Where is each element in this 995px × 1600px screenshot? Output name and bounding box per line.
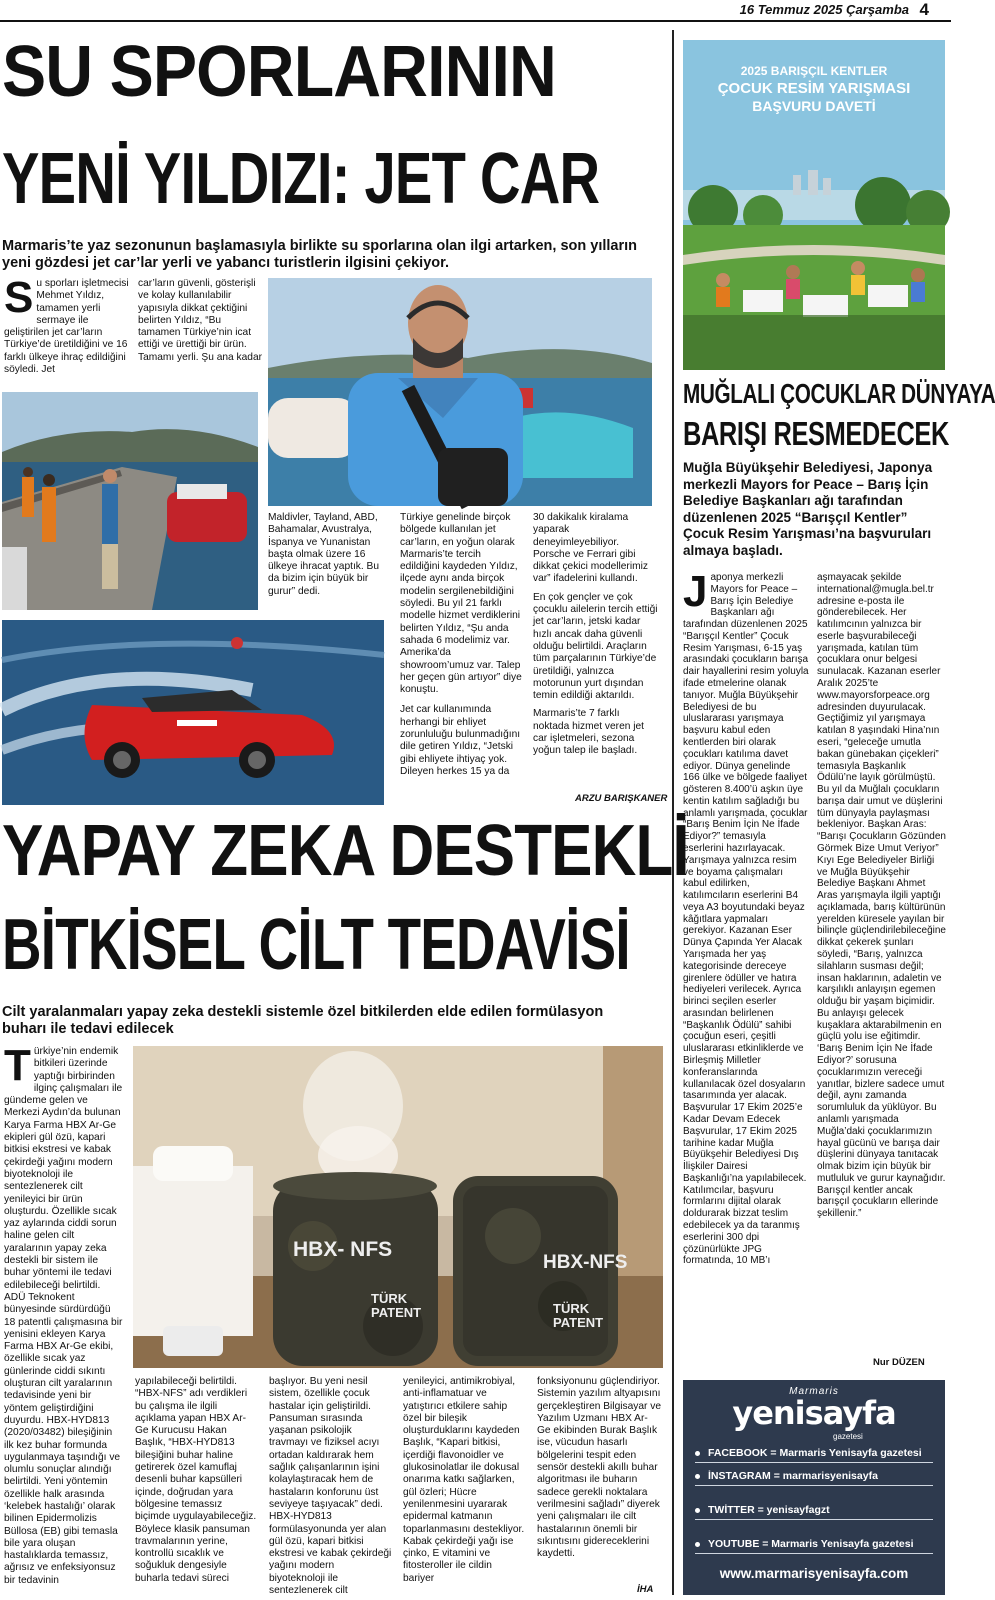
ad-title-line2: ÇOCUK RESİM YARIŞMASI [717,80,911,97]
article3-byline: Nur DÜZEN [873,1357,925,1368]
device-label-left: HBX- NFS [293,1238,393,1261]
article2-headline-line1: YAPAY ZEKA DESTEKLİ [2,811,689,891]
article2-col2: yapılabileceği belirtildi. “HBX-NFS” adı verdikleri bu çalışma ile ilgili açıklama yapan HBX Ar-Ge Kurucusu Hakan Başlık, “HBX-HYD813 bileşiğini buhar haline getirerek özel kamuflaj desenli buhar kapsülleri içinde, doğrudan yara bölgesine temassız biçimde uygulayabileceğiz. Böylece klasik pansuman travmalarının yerine, kontrollü sıcaklık ve soğukluk dengesiyle buharla tedavi süreci [135,1376,257,1584]
bullet-icon [695,1451,700,1456]
facebook-link[interactable]: FACEBOOK = Marmaris Yenisayfa gazetesi [695,1447,933,1463]
bullet-icon [695,1542,700,1547]
article1-byline: ARZU BARIŞKANER [575,793,668,804]
article1-lead: Marmaris’te yaz sezonunun başlamasıyla birlikte su sporlarına olan ilgi artarken, son yılların yeni gözdesi jet car’lar yerli ve yabancı turistlerin ilgisini çekiyor. [2,238,637,271]
logo-city: Marmaris [789,1386,839,1397]
bullet-icon [695,1508,700,1513]
businessman-photo [268,278,652,506]
article2-headline-line2: BİTKİSEL CİLT TEDAVİSİ [2,905,630,985]
ad-title-line3: BAŞVURU DAVETİ [752,98,876,114]
article1-col1: S u sporları işletmecisi Mehmet Yıldız, tamamen yerli sermaye ile geliştirilen jet car’ların Türkiye’de üretildiğini ve 16 farklı ülkeye ihraç edildiğini söyledi. Jet [4,273,129,376]
article2-col5: fonksiyonunu güçlendiriyor. Sistemin yazılım altyapısını gerçekleştiren Bilgisayar ve Yazılım Uzmanı HBX Ar-Ge ekibinden Burak Başlık ise, vücudun hasarlı bölgelerini tespit eden sensör destekli akıllı buhar algoritması ile buharın sadece gerekli noktalara verilmesini sağladı” diyerek yeni çalışmaları ile cilt hastalarının önemli bir sıkıntısını gidereceklerini kaydetti. [537,1376,662,1560]
newspaper-social-box [683,1380,945,1595]
issue-date: 16 Temmuz 2025 Çarşamba [739,2,909,17]
dropcap: T [4,1041,31,1090]
article1-col3: Maldivler, Tayland, ABD, Bahamalar, Avustralya, İspanya ve Yunanistan başta olmak üzere 16 ülkeye ihracat yaptık. Bu da bizim için büyük bir gurur” dedi. [268,512,379,597]
article1-headline-line1: SU SPORLARININ [2,32,556,112]
jet-car-pier-photo [2,392,258,610]
drawing-contest-ad [683,40,945,370]
instagram-link[interactable]: İNSTAGRAM = marmarisyenisayfa [695,1470,933,1486]
article3-headline-line2: BARIŞI RESMEDECEK [683,415,949,452]
youtube-link[interactable]: YOUTUBE = Marmaris Yenisayfa gazetesi [695,1538,933,1554]
article1-col2: car’ların güvenli, gösterişli ve kolay kullanılabilir yapısıyla dikkat çektiğini belirten Yıldız, “Bu tamamen Türkiye’nin icat ettiği ve ürettiği bir ürün. Tamamı yerli. Şu ana kadar [138,278,262,363]
red-jet-car-photo [2,620,384,805]
dropcap: J [683,567,708,616]
hbx-nfs-device-photo [133,1046,663,1368]
page-header [0,0,951,22]
article3-col1: J aponya merkezli Mayors for Peace – Barış İçin Belediye Başkanları ağı tarafından düzenlenen 2025 “Barışçıl Kentler” Çocuk Resim Yarışması, 6-15 yaş arasındaki çocukların barışa dair hayallerini resim yoluyla ifade etmelerine olanak tanıyor. Muğla Büyükşehir Belediyesi de bu uluslararası yarışmaya başvuru kabul eden kentlerden biri olarak çocukları katılıma davet ediyor. Dünya genelinde 166 ülke ve bölgede faaliyet gösteren 8.400’ü aşkın üye kentin katılım sağladığı bu anlamlı yarışmada, çocuklar “Barış Benim İçin Ne İfade Ediyor?” temasıyla eserlerini hazırlayacak. Yarışmaya yalnızca resim ve boyama çalışmaları kabul edilirken, katılımcıların eserlerini B4 veya A3 boyutundaki beyaz kâğıtlara yapmaları gerekiyor. Kazanan Eser Dünya Çapında Yer Alacak Yarışmada her yaş kategorisinde dereceye girenlere ödüller ve hatıra hediyeleri verilecek. Ayrıca birinci seçilen eserler arasından belirlenen “Başkanlık Ödülü” sahibi çocuğun eseri, çeşitli uluslararası etkinliklerde ve Birleşmiş Milletler konferanslarında kullanılacak özel dosyaların tasarımında yer alacak. Başvurular 17 Ekim 2025’e Kadar Devam Edecek Başvurular, 17 Ekim 2025 tarihine kadar Muğla Büyükşehir Belediyesi Dış İlişkiler Dairesi Başkanlığı’na yapılabilecek. Katılımcılar, başvuru formlarını dijital olarak doldurarak bizzat teslim edebilecek ya da taranmış eserlerini 300 dpi çözünürlükte JPG formatında, 10 MB’ı [683,567,809,1267]
article2-col4: yenileyici, antimikrobiyal, anti-inflamatuar ve yatıştırıcı etkilere sahip özel bir bileşik oluşturduklarını kaydeden Başlık, “Kapari bitkisi, içerdiği flavonoidler ve glukosinolatlar ile dokusal onarıma katkı sağlarken, gül özleri; Hücre yenilenmesini uyararak epidermal katmanın toparlanmasını destekliyor. Kabak çekirdeği yağı ise çinko, E vitamini ve fitosteroller ile cildin bariyer [403,1376,525,1584]
article2-col3: başlıyor. Bu yeni nesil sistem, özellikle çocuk hastalar için geliştirildi. Pansuman sırasında yaşanan psikolojik travmayı ve fiziksel acıyı ortadan kaldırarak hem sağlık çalışanlarının işini kolaylaştıracak hem de hastaların konforunu üst seviyeye taşıyacak” dedi. HBX-HYD813 formülasyonunda yer alan gül özü, kapari bitkisi ekstresi ve kabak çekirdeği yağını modern biyoteknoloji ile sentezlenerek cilt [269,1376,392,1597]
device-patent-right: TÜRK PATENT [553,1301,604,1330]
logo-subtitle: gazetesi [833,1432,863,1441]
article2-lead: Cilt yaralanmaları yapay zeka destekli sistemle özel bitkilerden elde edilen formülasyon buharı ile tedavi edilecek [2,1004,604,1037]
article1-col5: 30 dakikalık kiralama yaparak deneyimleyebiliyor. Porsche ve Ferrari gibi dikkat çekici modellerimiz var” ifadelerini kullandı. En çok gençler ve çok çocuklu ailelerin tercih ettiği jet car’ların, jetski kadar hızlı ancak daha güvenli olduğu belirtildi. Araçların tüm parçalarının Türkiye’de üretildiği, yalnızca motorunun yurt dışından temin edildiği aktarıldı. Marmaris’te 7 farklı noktada hizmet veren jet car işletmeleri, sezona yoğun talep ile başladı. [533,512,658,757]
article3-lead: Muğla Büyükşehir Belediyesi, Japonya merkezli Mayors for Peace – Barış İçin Belediye Başkanları ağı tarafından düzenlenen 2025 “Barışçıl Kentler” Çocuk Resim Yarışması’na başvuruları almaya başladı. [683,460,933,558]
article2-col1: T ürkiye’nin endemik bitkileri üzerinde yaptığı birbirinden ilginç çalışmaları ile gündeme gelen ve Merkezi Aydın’da bulunan Karya Farma HBX Ar-Ge ekipleri gül özü, kapari bitkisi ekstresi ve kabak çekirdeği yağını modern biyoteknoloji ile sentezlenerek cilt yenileyici bir ürün oluşturdu. Özellikle sıcak yaz aylarında ciddi sorun haline gelen cilt yaralarının yapay zeka destekli bir sistem ile buhar yöntemi ile tedavi edilebileceği belirtildi. ADÜ Teknokent bünyesinde sürdürdüğü 18 patentli çalışmasına bir yenisini ekleyen Karya Farma HBX Ar-Ge ekibi, özellikle sıcak yaz günlerinde ciddi sıkıntı oluşturan cilt yaralarının tedavisinde yeni bir yöntem geliştirdiğini duyurdu. HBX-HYD813 (2020/03482) bileşiğinin ilk kez buhar formunda uygulanmaya taşındığı ve olumlu sonuçlar alındığı belirtildi. Yeni yöntemin özellikle halk arasında ‘kelebek hastalığı’ olarak bilinen Epidermolizis Büllosa (EB) gibi temasla bile yara oluşan hastalıklarda temassız, ağrısız ve enfeksiyonsuz bir tedavinin [4,1041,123,1586]
website-link[interactable]: www.marmarisyenisayfa.com [719,1566,909,1581]
dropcap: S [4,273,34,322]
article2-byline: İHA [637,1584,654,1595]
device-label-right: HBX-NFS [543,1252,628,1273]
article1-headline-line2: YENİ YILDIZI: JET CAR [2,139,600,219]
article3-headline-line1: MUĞLALI ÇOCUKLAR DÜNYAYA [683,378,995,409]
device-patent-left: TÜRK PATENT [371,1291,422,1320]
ad-title-line1: 2025 BARIŞÇIL KENTLER [740,64,888,78]
article1-col4: Türkiye genelinde birçok bölgede kullanılan jet car’ların, en yoğun olarak Marmaris’te tercih edildiğini kaydeden Yıldız, ilçede aynı anda birçok modelin sergilenebildiğini söyledi. Bu yıl 21 farklı modelle hizmet verdiklerini belirten Yıldız, “Şu anda sahada 6 modelimiz var. Amerika’da showroom’umuz var. Talep her geçen gün artıyor” diye konuştu. Jet car kullanımında herhangi bir ehliyet zorunluluğu bulunmadığını dile getiren Yıldız, “Jetski gibi ehliyete ihtiyaç yok. Dileyen herkes 15 ya da [400,512,522,777]
newspaper-logo: yenisayfa [732,1394,896,1432]
article3-col2: aşmayacak şekilde international@mugla.bel.tr adresine e-posta ile gönderebilecek. Her katılımcının yalnızca bir eserle başvurabileceği yarışmada, katılan tüm çocuklara onur belgesi sunulacak. Kazanan eserler Aralık 2025’te www.mayorsforpeace.org adresinden duyurulacak. Geçtiğimiz yıl yarışmaya katılan 8 yaşındaki Hina’nın eseri, “geleceğe umutla bakan günebakan çiçekleri” temasıyla Başkanlık Ödülü’ne layık görülmüştü. Bu yıl da Muğlalı çocukların barışa dair umut ve düşlerini tüm dünyayla paylaşması bekleniyor. Başkan Aras: “Barışı Çocukların Gözünden Görmek Bize Umut Veriyor” Kıyı Ege Belediyeler Birliği ve Muğla Büyükşehir Belediye Başkanı Ahmet Aras yarışmayla ilgili yaptığı açıklamada, barış kültürünün yerelden küresele yayılan bir bilinçle güçlendirilebileceğine dikkat çekerek şunları söyledi, “Barış, yalnızca silahların susması değil; insan haklarının, adaletin ve karşılıklı anlayışın egemen olduğu bir yaşam biçimidir. Bu anlayışı gelecek kuşaklara aktarabilmenin en güçlü yolu ise eğitimdir. ‘Barış Benim İçin Ne İfade Ediyor?’ sorusuna çocuklarımızın vereceği yanıtlar, bizlere sadece umut değil, aynı zamanda sorumluluk da yüklüyor. Bu anlamlı yarışmada Muğla’daki çocuklarımızın hayal gücünü ve barışa dair düşlerini dünyaya tanıtacak olmak bizim için büyük bir mutluluk ve gurur kaynağıdır. Barışçıl kentler ancak barışçıl çocukların ellerinde şekillenir.” [817,572,946,1220]
twitter-link[interactable]: TWİTTER = yenisayfagzt [695,1504,933,1520]
bullet-icon [695,1474,700,1479]
page-number: 4 [919,0,929,19]
